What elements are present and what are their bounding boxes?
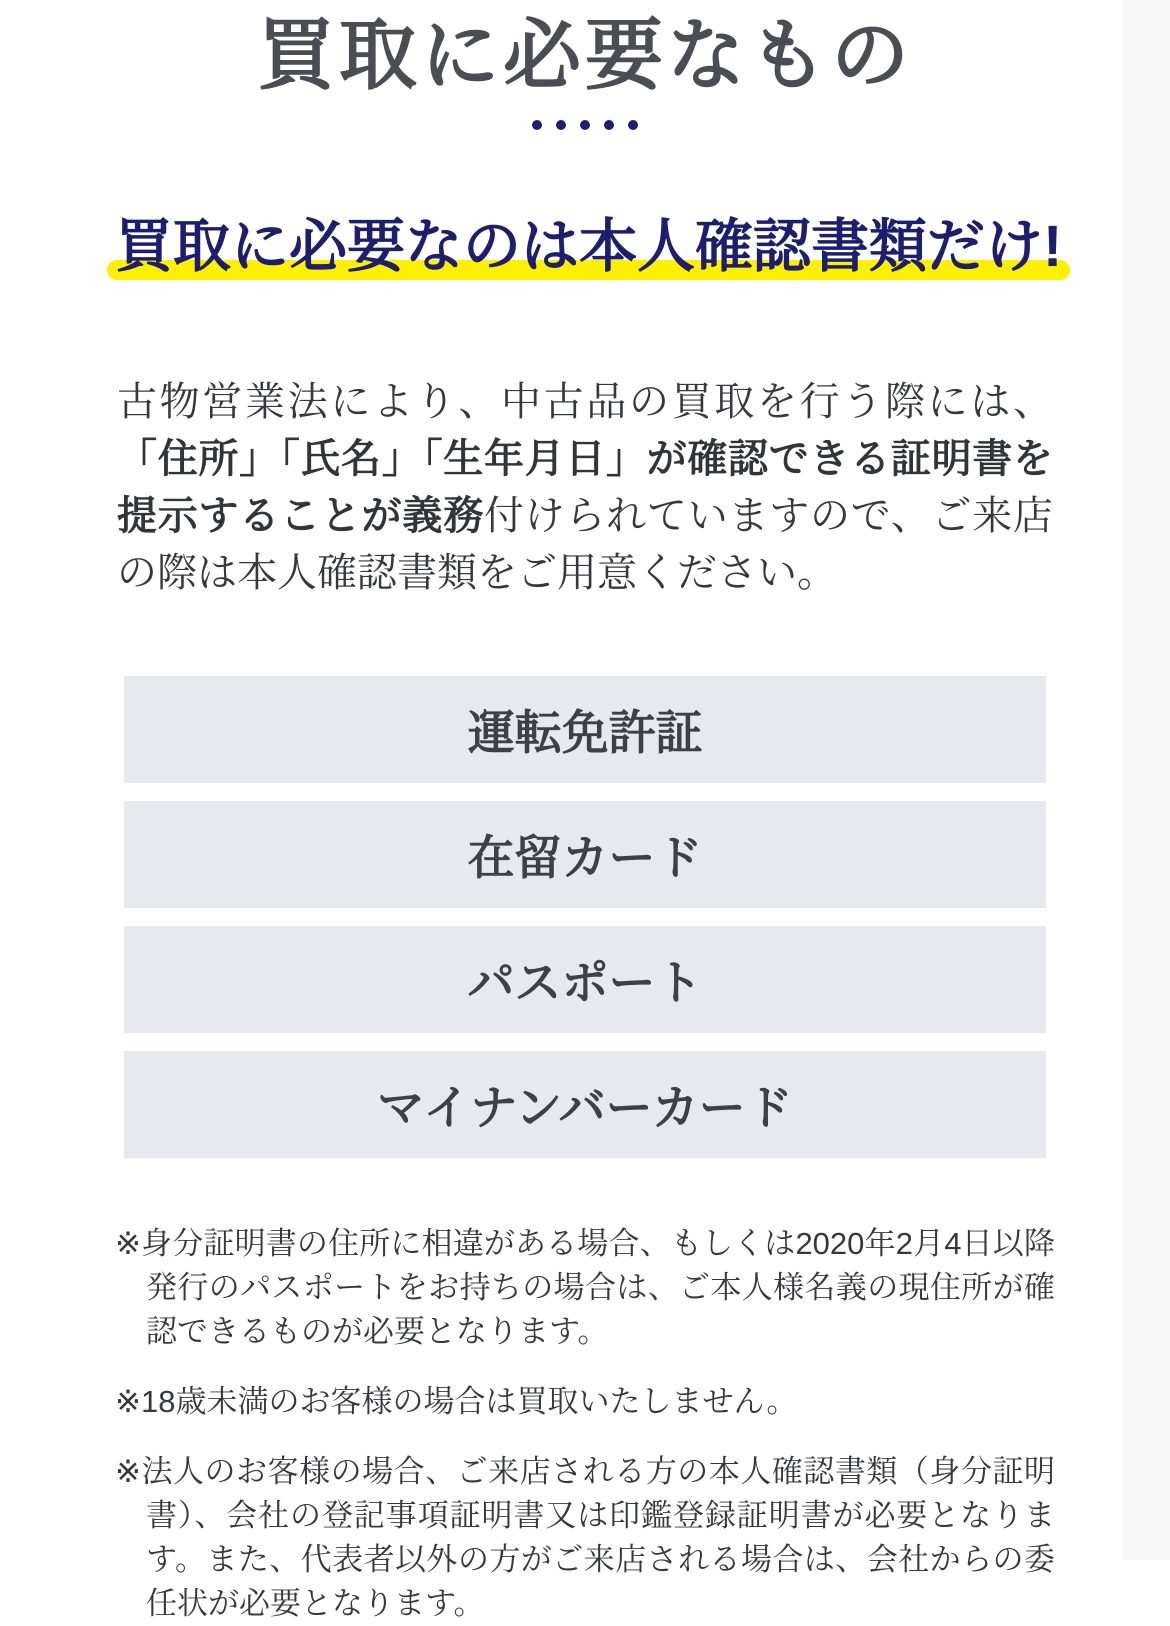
note-address-mismatch: ※身分証明書の住所に相違がある場合、もしくは2020年2月4日以降発行のパスポートをお持ちの場合は、ご本人様名義の現住所が確認できるものが必要となります。 (115, 1226, 1055, 1350)
document-card-label: 運転免許証 (467, 706, 703, 760)
scrollbar-track[interactable] (1123, 0, 1170, 1560)
intro-paragraph (117, 374, 1053, 602)
document-card-list (124, 676, 1046, 1158)
note-under-18: ※18歳未満のお客様の場合は買取いたしません。 (115, 1384, 798, 1420)
intro-text-bold: 「住所」「氏名」「生年月日」が確認できる証明書を提示することが義務 (117, 437, 1053, 539)
document-card-drivers-license (124, 676, 1046, 783)
document-card-passport (124, 926, 1046, 1033)
document-card-label: マイナンバーカード (377, 1081, 793, 1135)
dot-icon (580, 120, 590, 130)
dots-decoration (115, 120, 1055, 130)
headline-row (115, 164, 1063, 330)
document-card-residence-card (124, 801, 1046, 908)
footnotes (115, 1222, 1055, 1626)
note-corporate-customers: ※法人のお客様の場合、ご来店される方の本人確認書類（身分証明書）、会社の登記事項証明書又は印鑑登録証明書が必要となります。また、代表者以外の方がご来店される場合は、会社からの委任状が必要となります。 (115, 1454, 1055, 1622)
document-card-label: 在留カード (467, 831, 703, 885)
dot-icon (628, 120, 638, 130)
page-title: 買取に必要なもの (256, 11, 913, 99)
intro-text-post: 付けられていますので、ご来店の際は本人確認書類をご用意ください。 (117, 494, 1053, 596)
document-card-label: パスポート (467, 956, 703, 1010)
intro-text-pre: 古物営業法により、中古品の買取を行う際には、 (117, 380, 1053, 425)
dot-icon (556, 120, 566, 130)
dot-icon (604, 120, 614, 130)
highlighted-headline (115, 212, 1062, 282)
document-card-mynumber-card (124, 1051, 1046, 1158)
dot-icon (532, 120, 542, 130)
buyback-requirements-section (115, 0, 1063, 1626)
headline-text: 買取に必要なのは本人確認書類だけ! (115, 214, 1063, 280)
